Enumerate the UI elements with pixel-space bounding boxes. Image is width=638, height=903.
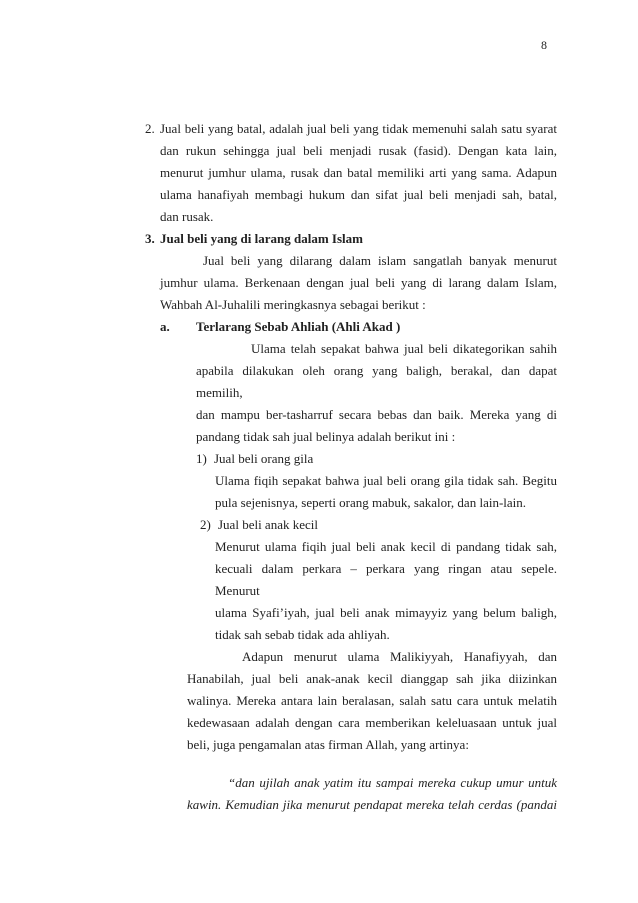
text-line: Jual beli yang dilarang dalam islam sangatlah banyak menurut [203,253,557,268]
text-line: dan rusak. [160,209,214,224]
text-line: “dan ujilah anak yatim itu sampai mereka cukup umur untuk [228,775,557,790]
sub-heading: Terlarang Sebab Ahliah (Ahli Akad ) [196,319,401,334]
text-line: Menurut ulama fiqih jual beli anak kecil di pandang tidak sah, [215,539,557,554]
text-line: ulama Syafi’iyah, jual beli anak mimayyiz yang belum baligh, [215,605,557,620]
text-line: walinya. Mereka antara lain beralasan, salah satu cara untuk melatih [187,693,557,708]
page-body [145,118,557,816]
text-line: ulama hanafiyah membagi hukum dan sifat jual beli menjadi sah, batal, [160,187,557,202]
continuation-paragraph [187,646,557,756]
page-number: 8 [541,38,547,52]
text-line: Hanabilah, jual beli anak-anak kecil dianggap sah jika diizinkan [187,671,557,686]
list-item-3 [145,228,557,316]
text-line: pula sejenisnya, seperti orang mabuk, sakalor, dan lain-lain. [215,495,527,510]
text-line: dan rukun sehingga jual beli menjadi rusak (fasid). Dengan kata lain, [160,143,557,158]
numbered-item-title: Jual beli orang gila [214,451,314,466]
text-line: kedewasaan adalah dengan cara memberikan keleluasaan untuk jual [187,715,557,730]
section-heading: Jual beli yang di larang dalam Islam [160,231,363,246]
numbered-item-body [215,470,557,514]
list-item-2 [145,118,557,228]
text-line: kecuali dalam perkara – perkara yang ringan atau sepele. Menurut [215,561,557,598]
text-line: apabila dilakukan oleh orang yang baligh, berakal, dan dapat memilih, [196,363,557,400]
list-marker: a. [160,319,170,334]
text-line: Adapun menurut ulama Malikiyyah, Hanafiyyah, dan [242,649,557,664]
numbered-item-body [215,536,557,646]
text-line: menurut jumhur ulama, rusak dan batal memiliki arti yang sama. Adapun [160,165,557,180]
list-marker: 3. [145,231,155,246]
numbered-item-1 [196,448,557,470]
numbered-item-2 [200,514,557,536]
text-line: tidak sah sebab tidak ada ahliyah. [215,627,390,642]
text-line: pandang tidak sah jual belinya adalah berikut ini : [196,429,456,444]
text-line: Jual beli yang batal, adalah jual beli yang tidak memenuhi salah satu syarat [160,121,557,136]
quoted-verse [187,772,557,816]
text-line: jumhur ulama. Berkenaan dengan jual beli yang di larang dalam Islam, [160,275,557,290]
text-line: beli, juga pengamalan atas firman Allah, yang artinya: [187,737,469,752]
text-line: dan mampu ber-tasharruf secara bebas dan baik. Mereka yang di [196,407,557,422]
list-marker: 1) [196,451,207,466]
text-line: Ulama telah sepakat bahwa jual beli dikategorikan sahih [251,341,557,356]
numbered-item-title: Jual beli anak kecil [218,517,318,532]
text-line: Ulama fiqih sepakat bahwa jual beli orang gila tidak sah. Begitu [215,473,557,488]
list-marker: 2. [145,121,155,136]
list-marker: 2) [200,517,211,532]
sub-heading-row [160,316,557,338]
text-line: Wahbah Al-Juhalili meringkasnya sebagai berikut : [160,297,426,312]
sub-section-a [145,316,557,816]
text-line: kawin. Kemudian jika menurut pendapat mereka telah cerdas (pandai [187,797,557,812]
sub-section-body [196,338,557,448]
